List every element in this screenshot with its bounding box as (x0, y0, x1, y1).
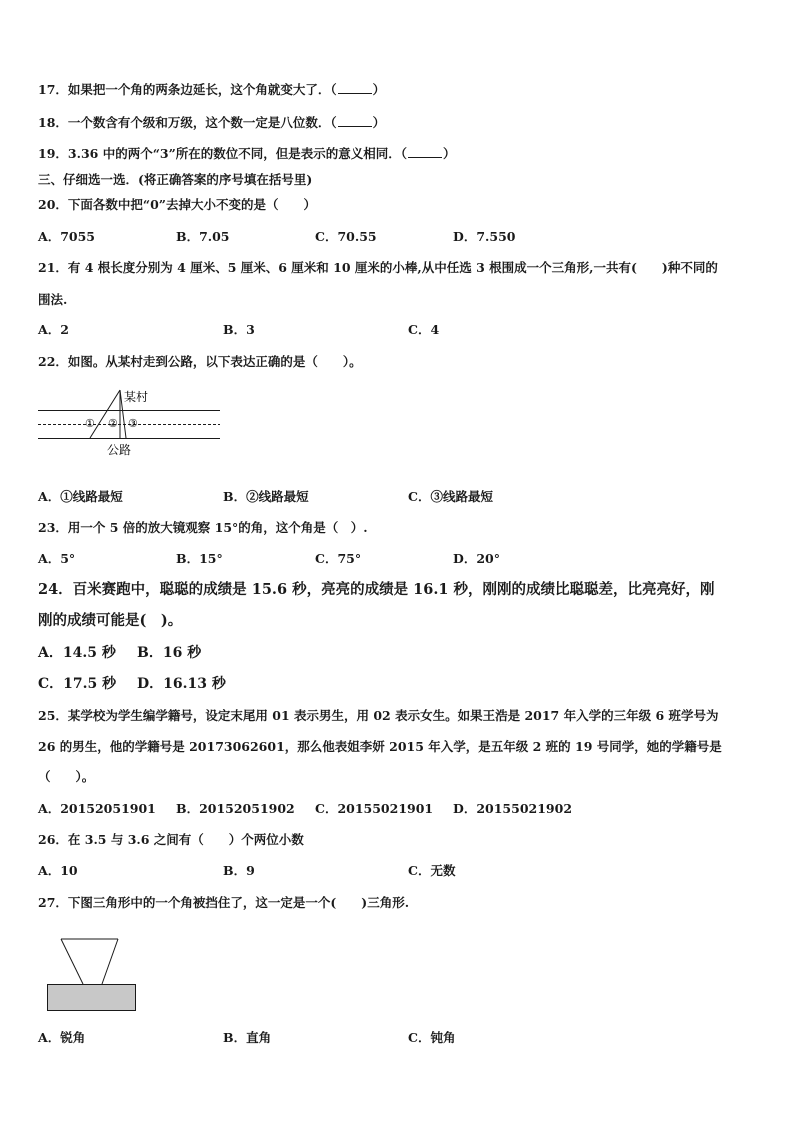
q24-option-c[interactable]: C．17.5 秒 (38, 676, 117, 692)
question-21-text-cont: 围法. (38, 292, 68, 307)
route-mark-1: ① (85, 417, 95, 430)
question-18-close: ） (372, 115, 386, 130)
section-title: 三、仔细选一选．(将正确答案的序号填在括号里) (38, 172, 313, 187)
answer-blank[interactable] (408, 146, 442, 158)
q22-option-a[interactable]: A．①线路最短 (38, 489, 123, 504)
q27-option-a[interactable]: A．锐角 (38, 1030, 86, 1045)
question-26-text: 26．在 3.5 与 3.6 之间有（ ）个两位小数 (38, 832, 304, 847)
q25-option-c[interactable]: C．20155021901 (315, 801, 434, 816)
road-figure (38, 385, 228, 470)
question-17-close: ） (372, 82, 386, 97)
question-21-text: 21．有 4 根长度分别为 4 厘米、5 厘米、6 厘米和 10 厘米的小棒,从中任选 3 根围成一个三角形,一共有( )种不同的 (38, 260, 718, 275)
route-mark-2: ② (108, 417, 118, 430)
q25-option-b[interactable]: B．20152051902 (176, 801, 295, 816)
q23-option-a[interactable]: A．5° (38, 551, 76, 566)
q27-option-b[interactable]: B．直角 (223, 1030, 272, 1045)
village-label: 某村 (124, 390, 149, 404)
question-25-text: 25．某学校为学生编学籍号，设定末尾用 01 表示男生，用 02 表示女生。如果王浩是 2017 年入学的三年级 6 班学号为 (38, 708, 719, 723)
question-18 (38, 115, 385, 131)
q21-option-b[interactable]: B．3 (223, 322, 255, 337)
q23-option-c[interactable]: C．75° (315, 551, 362, 566)
answer-blank[interactable] (338, 115, 372, 127)
question-23-text: 23．用一个 5 倍的放大镜观察 15°的角，这个角是（ ）. (38, 520, 368, 535)
question-17-text: 17．如果把一个角的两条边延长，这个角就变大了．（ (38, 82, 337, 97)
question-19-close: ） (443, 146, 456, 161)
q22-option-c[interactable]: C．③线路最短 (408, 489, 493, 504)
question-25-text-cont: 26 的男生，他的学籍号是 20173062601，那么他表姐李妍 2015 年入学，是五年级 2 班的 19 号同学，她的学籍号是 (38, 739, 722, 754)
question-18-text: 18．一个数含有个级和万级，这个数一定是八位数．（ (38, 115, 337, 130)
road-label: 公路 (107, 443, 132, 457)
q24-option-b[interactable]: B．16 秒 (137, 645, 202, 661)
q23-option-b[interactable]: B．15° (176, 551, 223, 566)
question-17 (38, 82, 385, 98)
q21-option-a[interactable]: A．2 (38, 322, 69, 337)
q21-option-c[interactable]: C．4 (408, 322, 440, 337)
question-19-text: 19．3.36 中的两个“3”所在的数位不同，但是表示的意义相同．（ (38, 146, 408, 161)
cover-block (48, 985, 136, 1011)
q27-option-c[interactable]: C．钝角 (408, 1030, 456, 1045)
q25-option-a[interactable]: A．20152051901 (38, 801, 156, 816)
q20-option-b[interactable]: B．7.05 (176, 229, 230, 244)
q24-option-a[interactable]: A．14.5 秒 (38, 645, 116, 661)
q26-option-b[interactable]: B．9 (223, 863, 255, 878)
q25-option-d[interactable]: D．20155021902 (453, 801, 573, 816)
question-25-text-blank: （ ）。 (38, 769, 95, 784)
answer-blank[interactable] (338, 82, 372, 94)
question-20-text: 20．下面各数中把“0”去掉大小不变的是（ ） (38, 197, 316, 212)
question-22-text: 22．如图。从某村走到公路，以下表达正确的是（ ）。 (38, 354, 362, 369)
question-27-text: 27．下图三角形中的一个角被挡住了，这一定是一个( )三角形. (38, 895, 410, 910)
q20-option-c[interactable]: C．70.55 (315, 229, 377, 244)
hidden-triangle-figure (45, 935, 141, 1013)
q20-option-d[interactable]: D．7.550 (453, 229, 516, 244)
question-24-text: 24．百米赛跑中，聪聪的成绩是 15.6 秒，亮亮的成绩是 16.1 秒，刚刚的成绩比聪聪差，比亮亮好，刚 (38, 581, 715, 598)
route-mark-3: ③ (128, 417, 138, 430)
q26-option-a[interactable]: A．10 (38, 863, 78, 878)
q24-option-d[interactable]: D．16.13 秒 (137, 676, 226, 692)
q20-option-a[interactable]: A．7055 (38, 229, 95, 244)
q23-option-d[interactable]: D．20° (453, 551, 500, 566)
q26-option-c[interactable]: C．无数 (408, 863, 456, 878)
question-24-text-cont: 刚的成绩可能是( )。 (38, 612, 183, 629)
route-1-line (90, 390, 120, 438)
q22-option-b[interactable]: B．②线路最短 (223, 489, 309, 504)
question-19 (38, 146, 456, 162)
